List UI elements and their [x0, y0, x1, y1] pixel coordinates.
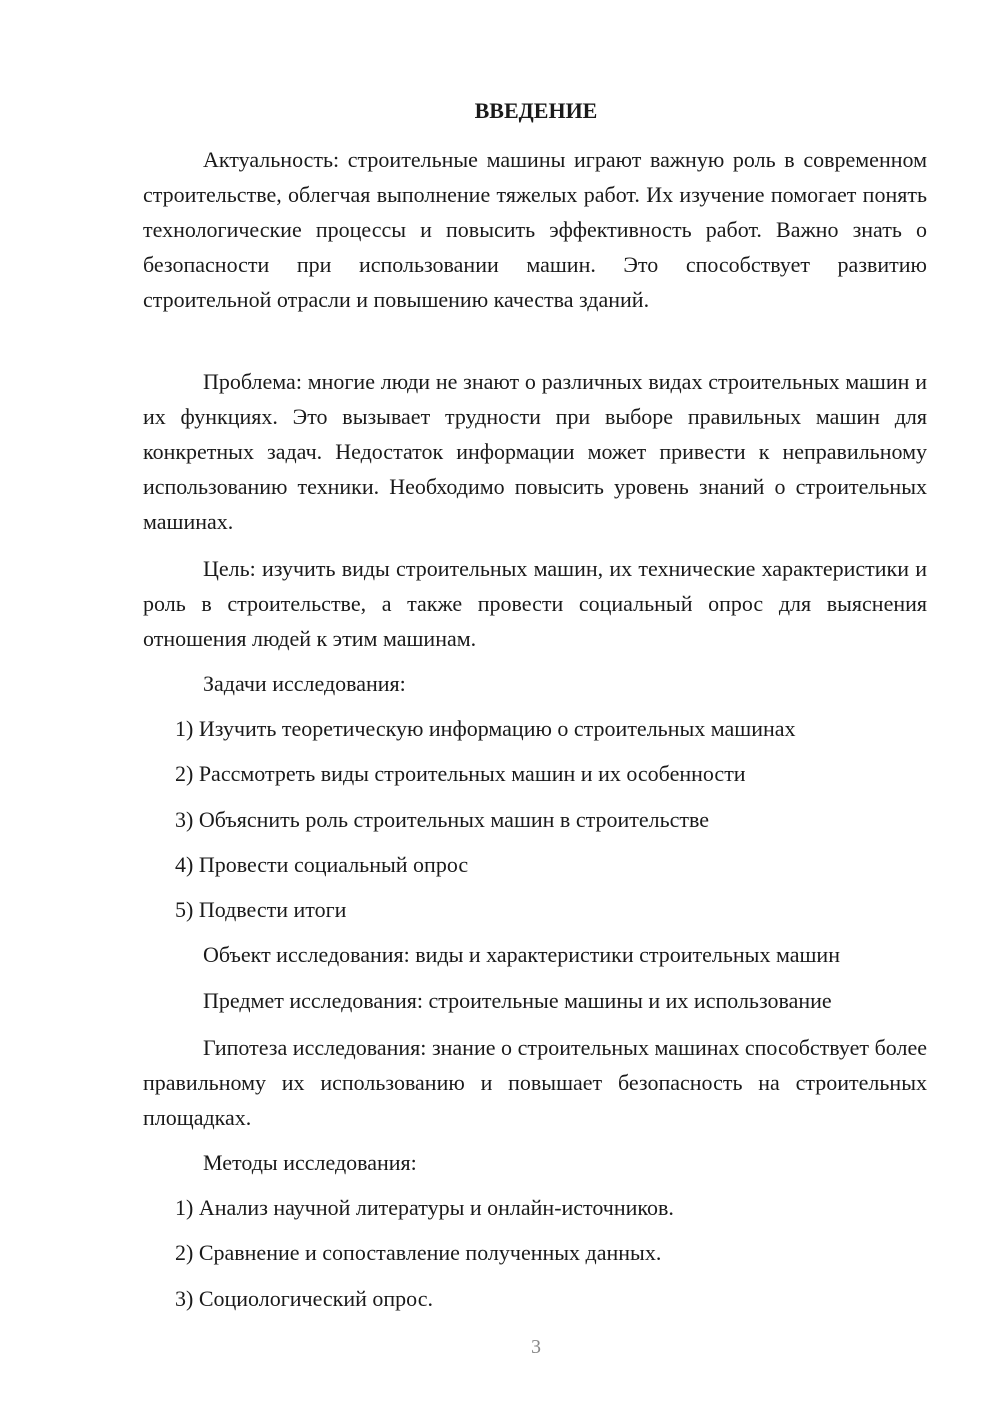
methods-title: Методы исследования: — [203, 1150, 417, 1175]
research-subject: Предмет исследования: строительные машины и их использование — [203, 988, 832, 1013]
method-item: 2) Сравнение и сопоставление полученных данных. — [175, 1240, 662, 1265]
method-item: 3) Социологический опрос. — [175, 1286, 433, 1311]
page-number: 3 — [531, 1336, 541, 1358]
tasks-title: Задачи исследования: — [203, 671, 406, 696]
task-item: 5) Подвести итоги — [175, 897, 347, 922]
problem-paragraph: Проблема: многие люди не знают о различных видах строительных машин и их функциях. Это вызывает трудности при выборе правильных машин для конкретных задач. Недостаток информации может привести к неправильному использованию техники. Необходимо повысить уровень знаний о строительных машинах. — [143, 369, 927, 534]
task-item: 1) Изучить теоретическую информацию о строительных машинах — [175, 716, 796, 741]
relevance-paragraph: Актуальность: строительные машины играют важную роль в современном строительстве, облегчая выполнение тяжелых работ. Их изучение помогает понять технологические процессы и повысить эффективность работ. Важно знать о безопасности при использовании машин. Это способствует развитию строительной отрасли и повышению качества зданий. — [143, 147, 927, 312]
method-item: 1) Анализ научной литературы и онлайн-источников. — [175, 1195, 674, 1220]
goal-paragraph: Цель: изучить виды строительных машин, их технические характеристики и роль в строительстве, а также провести социальный опрос для выяснения отношения людей к этим машинам. — [143, 556, 927, 651]
task-item: 3) Объяснить роль строительных машин в строительстве — [175, 807, 710, 832]
hypothesis-paragraph: Гипотеза исследования: знание о строительных машинах способствует более правильному их использованию и повышает безопасность на строительных площадках. — [143, 1035, 927, 1130]
research-object: Объект исследования: виды и характеристики строительных машин — [203, 942, 840, 967]
task-item: 2) Рассмотреть виды строительных машин и их особенности — [175, 761, 746, 786]
section-heading: ВВЕДЕНИЕ — [474, 98, 598, 123]
task-item: 4) Провести социальный опрос — [175, 852, 469, 877]
